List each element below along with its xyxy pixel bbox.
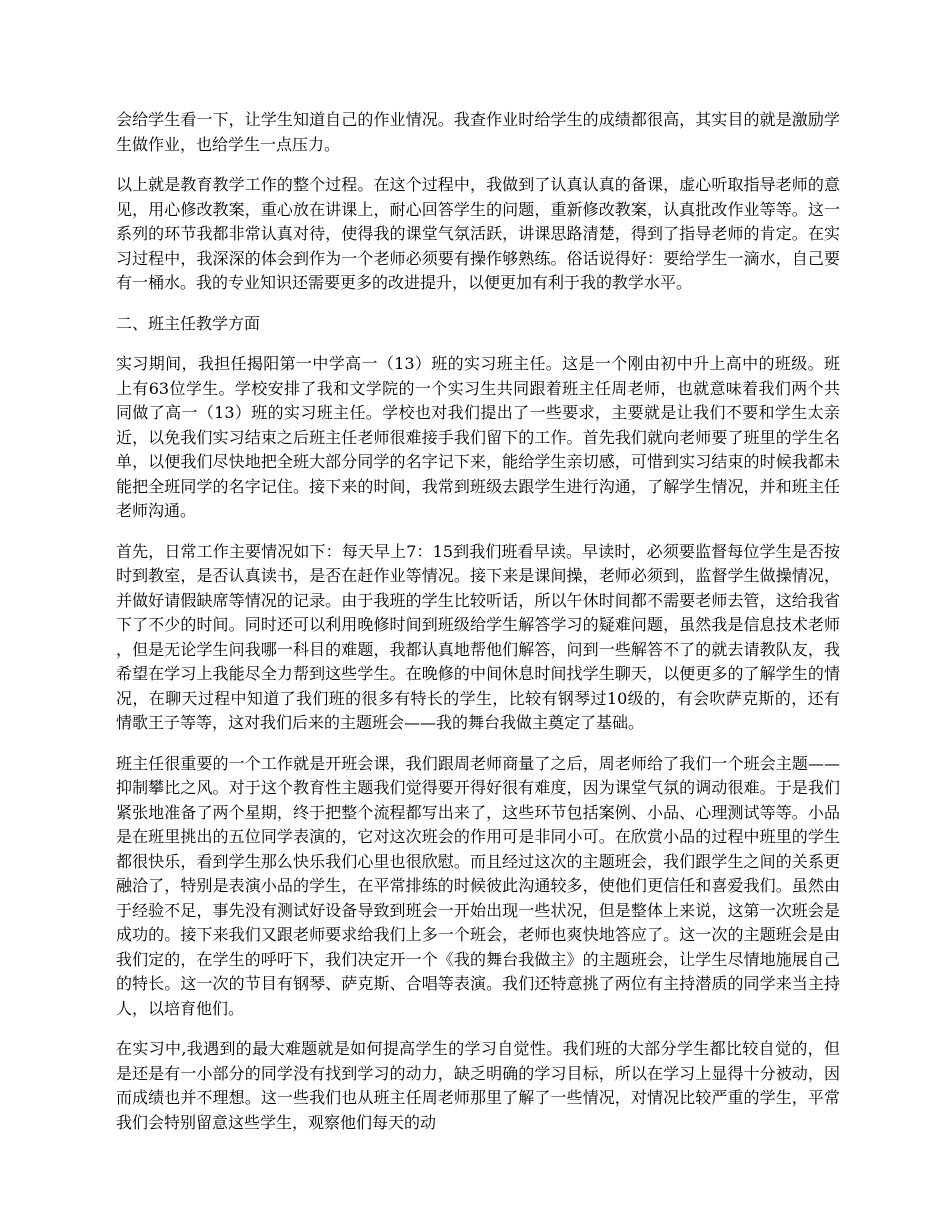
paragraph-biggest-difficulty: 在实习中,我遇到的最大难题就是如何提高学生的学习自觉性。我们班的大部分学生都比较自觉的，但是还是有一小部分的同学没有找到学习的动力，缺乏明确的学习目标，所以在学习上显得十分被动，因而成绩也并不理想。这一些我们也从班主任周老师那里了解了一些情况，对情况比较严重的学生，平常我们会特别留意这些学生，观察他们每天的动 <box>116 1039 840 1132</box>
paragraph-daily-work: 首先，日常工作主要情况如下：每天早上7：15到我们班看早读。早读时，必须要监督每位学生是否按时到教室，是否认真读书，是否在赶作业等情况。接下来是课间操，老师必须到，监督学生做操情况，并做好请假缺席等情况的记录。由于我班的学生比较听话，所以午休时间都不需要老师去管，这给我省下了不少的时间。同时还可以利用晚修时间到班级给学生解答学习的疑难问题，虽然我是信息技术老师，但是无论学生问我哪一科目的难题，我都认真地帮他们解答，问到一些解答不了的就去请教队友，我希望在学习上我能尽全力帮到这些学生。在晚修的中间休息时间找学生聊天，以便更多的了解学生的情况，在聊天过程中知道了我们班的很多有特长的学生，比较有钢琴过10级的，有会吹萨克斯的，还有情歌王子等等，这对我们后来的主题班会——我的舞台我做主奠定了基础。 <box>116 541 840 732</box>
section-heading-class-teacher: 二、班主任教学方面 <box>116 313 261 333</box>
paragraph-homework: 会给学生看一下，让学生知道自己的作业情况。我查作业时给学生的成绩都很高，其实目的就是激励学生做作业，也给学生一点压力。 <box>116 110 840 154</box>
paragraph-class-meeting: 班主任很重要的一个工作就是开班会课，我们跟周老师商量了之后，周老师给了我们一个班会主题——抑制攀比之风。对于这个教育性主题我们觉得要开得好很有难度，因为课堂气氛的调动很难。于是我们紧张地准备了两个星期，终于把整个流程都写出来了，这些环节包括案例、小品、心理测试等等。小品是在班里挑出的五位同学表演的，它对这次班会的作用可是非同小可。在欣赏小品的过程中班里的学生都很快乐，看到学生那么快乐我们心里也很欣慰。而且经过这次的主题班会，我们跟学生之间的关系更融洽了，特别是表演小品的学生，在平常排练的时候彼此沟通较多，使他们更信任和喜爱我们。虽然由于经验不足，事先没有测试好设备导致到班会一开始出现一些状况，但是整体上来说，这第一次班会是成功的。接下来我们又跟老师要求给我们上多一个班会，老师也爽快地答应了。这一次的主题班会是由我们定的，在学生的呼吁下，我们决定开一个《我的舞台我做主》的主题班会，让学生尽情地施展自己的特长。这一次的节目有钢琴、萨克斯、合唱等表演。我们还特意挑了两位有主持潜质的同学来当主持人，以培育他们。 <box>116 753 840 1018</box>
paragraph-teaching-summary: 以上就是教育教学工作的整个过程。在这个过程中，我做到了认真认真的备课，虚心听取指导老师的意见，用心修改教案，重心放在讲课上，耐心回答学生的问题，重新修改教案，认真批改作业等等。这一系列的环节我都非常认真对待，使得我的课堂气氛活跃，讲课思路清楚，得到了指导老师的肯定。在实习过程中，我深深的体会到作为一个老师必须要有操作够熟练。俗话说得好：要给学生一滴水，自己要有一桶水。我的专业知识还需要更多的改进提升，以便更加有利于我的教学水平。 <box>116 175 840 292</box>
paragraph-internship-class: 实习期间，我担任揭阳第一中学高一（13）班的实习班主任。这是一个刚由初中升上高中的班级。班上有63位学生。学校安排了我和文学院的一个实习生共同跟着班主任周老师，也就意味着我们两个共同做了高一（13）班的实习班主任。学校也对我们提出了一些要求，主要就是让我们不要和学生太亲近，以免我们实习结束之后班主任老师很难接手我们留下的工作。首先我们就向老师要了班里的学生名单，以便我们尽快地把全班大部分同学的名字记下来，能给学生亲切感，可惜到实习结束的时候我都未能把全班同学的名字记住。接下来的时间，我常到班级去跟学生进行沟通，了解学生情况，并和班主任老师沟通。 <box>116 354 840 520</box>
document-page <box>116 108 840 1151</box>
